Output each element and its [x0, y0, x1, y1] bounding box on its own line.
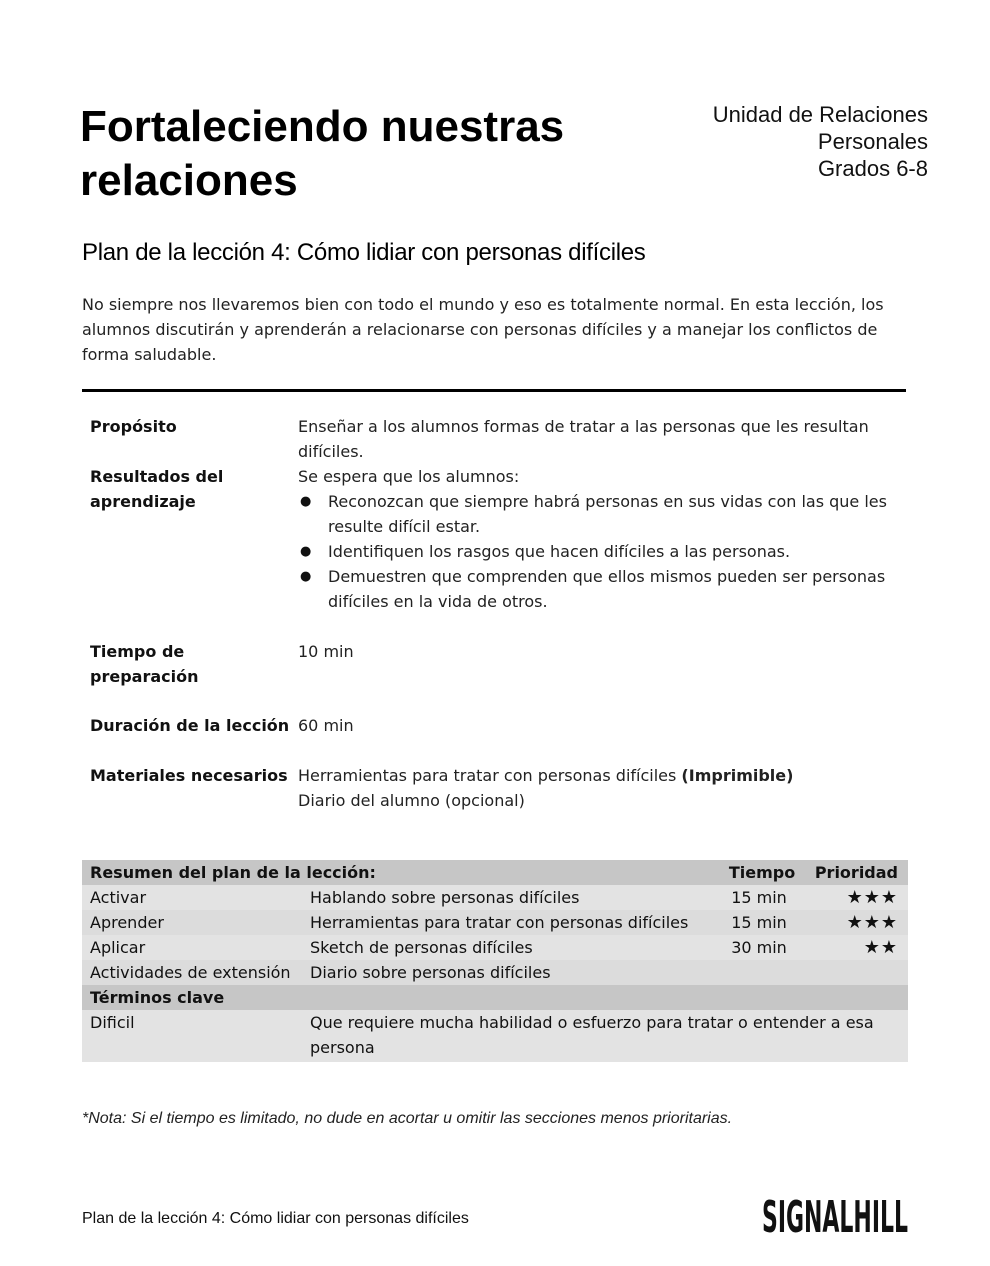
- unit-line-2: Personales: [817, 129, 928, 154]
- term-cell: Dificil: [90, 1013, 135, 1032]
- phase-cell: Aprender: [90, 913, 164, 932]
- key-terms-label: Términos clave: [90, 988, 225, 1007]
- time-cell: 30 min: [731, 938, 787, 957]
- priority-stars: ★★★: [846, 887, 898, 908]
- phase-cell: Activar: [90, 888, 147, 907]
- activity-cell: Hablando sobre personas difíciles: [310, 888, 580, 907]
- info-row-prep: [90, 639, 904, 689]
- page-title: Fortaleciendo nuestras relaciones: [80, 102, 565, 205]
- lesson-info-table: [90, 414, 904, 813]
- info-row-outcomes: [90, 464, 904, 614]
- info-row-materials: [90, 763, 904, 813]
- term-definition: Que requiere mucha habilidad o esfuerzo para tratar o entender a esa persona: [310, 1013, 874, 1057]
- outcome-item: ● Demuestren que comprenden que ellos mismos pueden ser personas difíciles en la vida de otros.: [298, 564, 904, 614]
- unit-info: [713, 101, 928, 182]
- key-terms-header-row: [82, 985, 908, 1010]
- activity-cell: Sketch de personas difíciles: [310, 938, 533, 957]
- prep-label: Tiempo de preparación: [90, 642, 199, 686]
- purpose-label: Propósito: [90, 417, 177, 436]
- footer-text: Plan de la lección 4: Cómo lidiar con personas difíciles: [82, 1210, 469, 1227]
- lesson-heading: Plan de la lección 4: Cómo lidiar con personas difíciles: [82, 239, 646, 266]
- time-note: *Nota: Si el tiempo es limitado, no dude en acortar u omitir las secciones menos prioritarias.: [82, 1110, 733, 1127]
- prep-value: 10 min: [298, 642, 354, 661]
- materials-value: [298, 763, 904, 813]
- activity-cell: Herramientas para tratar con personas difíciles: [310, 913, 689, 932]
- materials-item: Diario del alumno (opcional): [298, 791, 525, 810]
- summary-header-row: [82, 860, 908, 885]
- table-row: [82, 935, 908, 960]
- grade-range: Grados 6-8: [817, 156, 928, 181]
- signalhill-logo-text: SIGNALHILL: [762, 1192, 908, 1240]
- info-row-purpose: [90, 414, 904, 464]
- table-row: [82, 885, 908, 910]
- unit-line-1: Unidad de Relaciones: [712, 102, 928, 127]
- time-cell: 15 min: [731, 888, 787, 907]
- time-header: Tiempo: [728, 863, 796, 882]
- printable-tag: (Imprimible): [681, 766, 794, 785]
- term-row: [82, 1010, 908, 1062]
- materials-label: Materiales necesarios: [90, 766, 288, 785]
- info-row-duration: [90, 713, 904, 738]
- duration-value: 60 min: [298, 716, 354, 735]
- outcomes-value: [298, 464, 904, 614]
- phase-cell: Actividades de extensión: [90, 963, 291, 982]
- priority-header: Prioridad: [814, 863, 898, 882]
- activity-cell: Diario sobre personas difíciles: [310, 963, 551, 982]
- time-cell: 15 min: [731, 913, 787, 932]
- outcomes-list: [298, 489, 904, 614]
- outcomes-label: Resultados del aprendizaje: [90, 467, 224, 511]
- priority-stars: ★★★: [846, 912, 898, 933]
- phase-cell: Aplicar: [90, 938, 146, 957]
- priority-stars: ★★: [863, 937, 898, 958]
- outcome-item: ● Reconozcan que siempre habrá personas en sus vidas con las que les resulte difícil estar.: [298, 489, 904, 539]
- purpose-value: Enseñar a los alumnos formas de tratar a las personas que les resultan difíciles.: [298, 417, 869, 461]
- materials-item: Herramientas para tratar con personas difíciles: [298, 766, 677, 785]
- outcomes-intro: Se espera que los alumnos:: [298, 467, 520, 486]
- table-row: [82, 910, 908, 935]
- section-divider: [82, 389, 906, 392]
- lesson-summary-table: [82, 860, 908, 1062]
- summary-header-label: Resumen del plan de la lección:: [90, 863, 376, 882]
- intro-paragraph: No siempre nos llevaremos bien con todo el mundo y eso es totalmente normal. En esta lección, los alumnos discutirán y aprenderán a relacionarse con personas difíciles y a manejar los conflictos de forma saludable.: [82, 295, 884, 364]
- signalhill-logo: [762, 1188, 908, 1240]
- table-row: [82, 960, 908, 985]
- outcome-item: ● Identifiquen los rasgos que hacen difíciles a las personas.: [298, 539, 904, 564]
- duration-label: Duración de la lección: [90, 716, 290, 735]
